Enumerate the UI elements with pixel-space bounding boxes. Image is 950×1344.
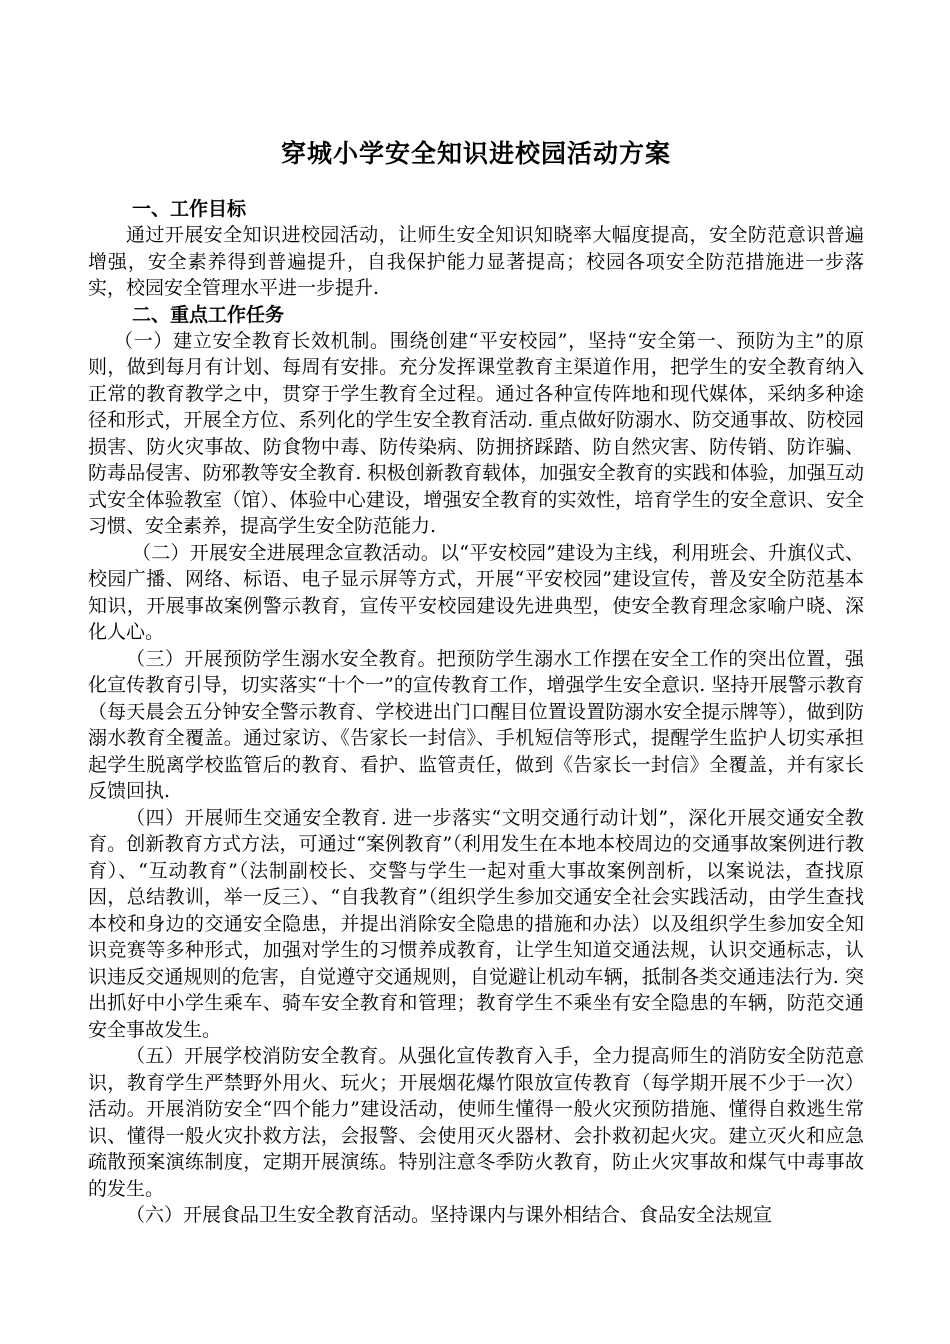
task-paragraph-4: （四）开展师生交通安全教育. 进一步落实“文明交通行动计划”，深化开展交通安全教育。创新教育方式方法，可通过“案例教育”（利用发生在本地本校周边的交通事故案例进行教育）、“互动教育”（法制副校长、交警与学生一起对重大事故案例剖析，以案说法，查找原因，总结教训，举一反三）、“自我教育”（组织学生参加交通安全社会实践活动，由学生查找本校和身边的交通安全隐患，并提出消除安全隐患的措施和办法）以及组织学生参加安全知识竞赛等多种形式，加强对学生的习惯养成教育，让学生知道交通法规，认识交通标志，认识违反交通规则的危害，自觉遵守交通规则，自觉避让机动车辆，抵制各类交通违法行为. 突出抓好中小学生乘车、骑车安全教育和管理；教育学生不乘坐有安全隐患的车辆，防范交通安全事故发生。	[88, 806, 864, 1041]
document-page	[88, 0, 864, 1344]
section-heading-goals: 一、工作目标	[132, 198, 247, 220]
goals-paragraph: 通过开展安全知识进校园活动，让师生安全知识知晓率大幅度提高，安全防范意识普遍增强，安全素养得到普遍提升，自我保护能力显著提高；校园各项安全防范措施进一步落实，校园安全管理水平进一步提升.	[88, 224, 864, 299]
task-paragraph-6: （六）开展食品卫生安全教育活动。坚持课内与课外相结合、食品安全法规宣	[126, 1204, 773, 1226]
section-heading-tasks: 二、重点工作任务	[132, 303, 285, 326]
task-paragraph-5: （五）开展学校消防安全教育。从强化宣传教育入手，全力提高师生的消防安全防范意识，教育学生严禁野外用火、玩火；开展烟花爆竹限放宣传教育（每学期开展不少于一次）活动。开展消防安全“四个能力”建设活动，使师生懂得一般火灾预防措施、懂得自救逃生常识、懂得一般火灾扑救方法，会报警、会使用灭火器材、会扑救初起火灾。建立灭火和应急疏散预案演练制度，定期开展演练。特别注意冬季防火教育，防止火灾事故和煤气中毒事故的发生。	[88, 1045, 864, 1200]
task-paragraph-2: （二）开展安全进展理念宣教活动。以“平安校园”建设为主线，利用班会、升旗仪式、校园广播、网络、标语、电子显示屏等方式，开展“平安校园”建设宣传，普及安全防范基本知识，开展事故案例警示教育，宣传平安校园建设先进典型，使安全教育理念家喻户晓、深化人心。	[88, 541, 864, 643]
document-title: 穿城小学安全知识进校园活动方案	[280, 139, 671, 168]
task-paragraph-3: （三）开展预防学生溺水安全教育。把预防学生溺水工作摆在安全工作的突出位置，强化宣传教育引导，切实落实“十个一”的宣传教育工作，增强学生安全意识. 坚持开展警示教育（每天晨会五分钟安全警示教育、学校进出门口醒目位置设置防溺水安全提示牌等），做到防溺水教育全覆盖。通过家访、《告家长一封信》、手机短信等形式，提醒学生监护人切实承担起学生脱离学校监管后的教育、看护、监管责任，做到《告家长一封信》全覆盖，并有家长反馈回执.	[88, 647, 864, 802]
document-body	[88, 196, 864, 1229]
task-paragraph-1: （一）建立安全教育长效机制。围绕创建“平安校园”，坚持“安全第一、预防为主”的原则，做到每月有计划、每周有安排。充分发挥课堂教育主渠道作用，把学生的安全教育纳入正常的教育教学之中，贯穿于学生教育全过程。通过各种宣传阵地和现代媒体，采纳多种途径和形式，开展全方位、系列化的学生安全教育活动. 重点做好防溺水、防交通事故、防校园损害、防火灾事故、防食物中毒、防传染病、防拥挤踩踏、防自然灾害、防传销、防诈骗、防毒品侵害、防邪教等安全教育. 积极创新教育载体，加强安全教育的实践和体验，加强互动式安全体验教室（馆）、体验中心建设，增强安全教育的实效性，培育学生的安全意识、安全习惯、安全素养，提高学生安全防范能力.	[88, 329, 864, 537]
